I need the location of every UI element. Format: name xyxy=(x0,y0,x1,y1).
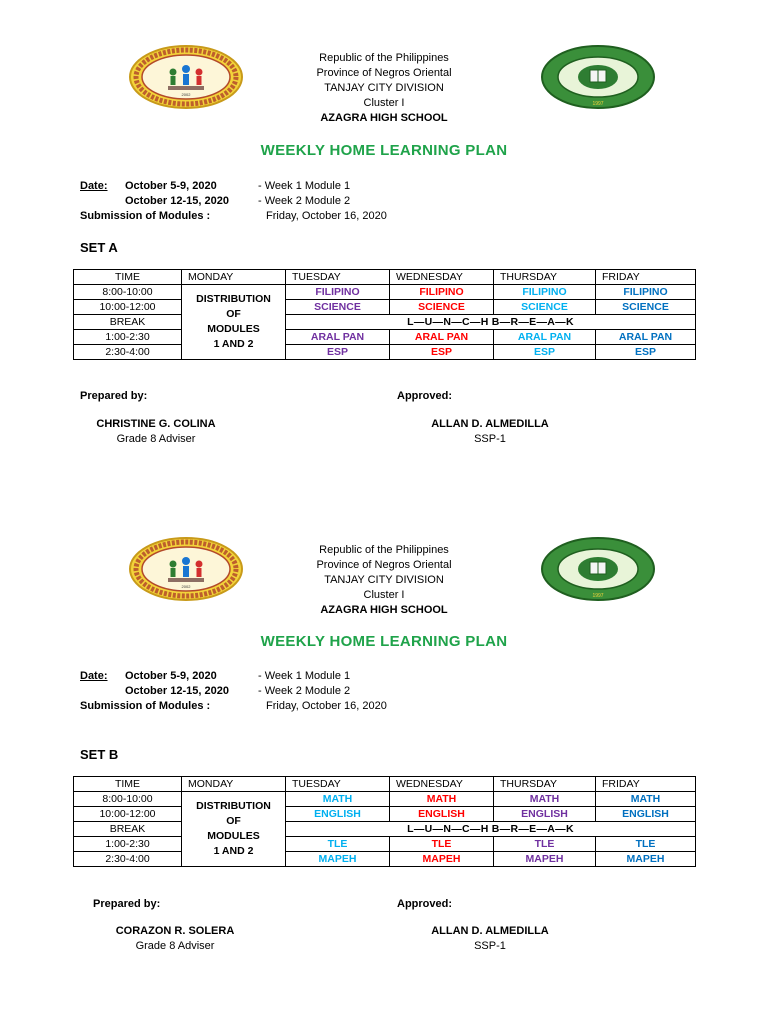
time-cell: 2:30-4:00 xyxy=(74,852,182,867)
subject-cell: FILIPINO xyxy=(286,285,390,300)
week-1: - Week 1 Module 1 xyxy=(258,670,351,682)
date-2: October 12-15, 2020 xyxy=(125,685,229,697)
subject-cell: ARAL PAN xyxy=(286,330,390,345)
preparer-signature xyxy=(80,417,232,447)
time-cell: 10:00-12:00 xyxy=(74,807,182,822)
header-cluster: Cluster I xyxy=(363,589,405,601)
monday-line-1: DISTRIBUTION xyxy=(196,800,271,812)
preparer-title: Grade 8 Adviser xyxy=(135,940,215,952)
header-cluster: Cluster I xyxy=(363,97,405,109)
subject-cell: FILIPINO xyxy=(390,285,494,300)
header-republic: Republic of the Philippines xyxy=(319,544,449,556)
subject-cell: MATH xyxy=(390,792,494,807)
subject-cell: TLE xyxy=(286,837,390,852)
approver-name: ALLAN D. ALMEDILLA xyxy=(431,418,549,430)
table-header-row xyxy=(74,270,696,285)
preparer-name: CHRISTINE G. COLINA xyxy=(96,418,216,430)
date-2: October 12-15, 2020 xyxy=(125,195,229,207)
submission-date: Friday, October 16, 2020 xyxy=(266,700,387,712)
col-time: TIME xyxy=(74,777,182,792)
date-1: October 5-9, 2020 xyxy=(125,180,217,192)
table-header-row xyxy=(74,777,696,792)
subject-cell: ENGLISH xyxy=(390,807,494,822)
header-division: TANJAY CITY DIVISION xyxy=(324,574,444,586)
schedule-table-a xyxy=(73,269,696,360)
approver-title: SSP-1 xyxy=(474,940,506,952)
azagra-high-school-seal-icon xyxy=(540,44,656,110)
monday-distribution-cell xyxy=(182,792,286,867)
table-row xyxy=(74,822,696,837)
col-monday: MONDAY xyxy=(182,270,286,285)
header-province: Province of Negros Oriental xyxy=(316,67,452,79)
approved-label: Approved: xyxy=(397,390,452,402)
document-header xyxy=(250,543,518,618)
col-friday: FRIDAY xyxy=(596,270,696,285)
time-cell: 1:00-2:30 xyxy=(74,330,182,345)
table-row xyxy=(74,345,696,360)
time-cell: BREAK xyxy=(74,315,182,330)
col-friday: FRIDAY xyxy=(596,777,696,792)
preparer-name: CORAZON R. SOLERA xyxy=(115,925,235,937)
subject-cell: MAPEH xyxy=(286,852,390,867)
time-cell: 1:00-2:30 xyxy=(74,837,182,852)
subject-cell: MAPEH xyxy=(596,852,696,867)
subject-cell: TLE xyxy=(494,837,596,852)
table-row xyxy=(74,792,696,807)
svg-text:2002: 2002 xyxy=(181,584,191,589)
table-row xyxy=(74,807,696,822)
deped-tanjay-seal-icon xyxy=(128,536,244,602)
monday-line-4: 1 AND 2 xyxy=(213,845,254,857)
lunch-break-cell: L—U—N—C—H B—R—E—A—K xyxy=(286,822,696,837)
approver-name: ALLAN D. ALMEDILLA xyxy=(431,925,549,937)
subject-cell: SCIENCE xyxy=(390,300,494,315)
subject-cell: ESP xyxy=(286,345,390,360)
subject-cell: MATH xyxy=(596,792,696,807)
week-1: - Week 1 Module 1 xyxy=(258,180,351,192)
page-title: WEEKLY HOME LEARNING PLAN xyxy=(260,142,508,159)
table-row xyxy=(74,285,696,300)
time-cell: 10:00-12:00 xyxy=(74,300,182,315)
subject-cell: MAPEH xyxy=(494,852,596,867)
col-wednesday: WEDNESDAY xyxy=(390,777,494,792)
col-wednesday: WEDNESDAY xyxy=(390,270,494,285)
subject-cell: FILIPINO xyxy=(596,285,696,300)
subject-cell: TLE xyxy=(390,837,494,852)
table-row xyxy=(74,300,696,315)
time-cell: BREAK xyxy=(74,822,182,837)
schedule-table-b xyxy=(73,776,696,867)
time-cell: 8:00-10:00 xyxy=(74,792,182,807)
subject-cell: SCIENCE xyxy=(494,300,596,315)
prepared-by-label: Prepared by: xyxy=(80,390,148,402)
monday-line-1: DISTRIBUTION xyxy=(196,293,271,305)
subject-cell: MATH xyxy=(286,792,390,807)
preparer-signature xyxy=(100,924,250,954)
lunch-break-cell: L—U—N—C—H B—R—E—A—K xyxy=(286,315,696,330)
subject-cell: SCIENCE xyxy=(596,300,696,315)
header-school: AZAGRA HIGH SCHOOL xyxy=(320,604,448,616)
subject-cell: FILIPINO xyxy=(494,285,596,300)
submission-label: Submission of Modules : xyxy=(80,700,211,712)
header-province: Province of Negros Oriental xyxy=(316,559,452,571)
subject-cell: SCIENCE xyxy=(286,300,390,315)
monday-line-2: OF xyxy=(226,815,241,827)
page-title: WEEKLY HOME LEARNING PLAN xyxy=(260,633,508,650)
week-2: - Week 2 Module 2 xyxy=(258,195,351,207)
approver-signature xyxy=(430,924,550,954)
table-row xyxy=(74,315,696,330)
subject-cell: ENGLISH xyxy=(596,807,696,822)
table-row xyxy=(74,852,696,867)
monday-line-2: OF xyxy=(226,308,241,320)
azagra-high-school-seal-icon xyxy=(540,536,656,602)
submission-date: Friday, October 16, 2020 xyxy=(266,210,387,222)
week-2: - Week 2 Module 2 xyxy=(258,685,351,697)
preparer-title: Grade 8 Adviser xyxy=(116,433,196,445)
approved-label: Approved: xyxy=(397,898,452,910)
svg-text:2002: 2002 xyxy=(181,92,191,97)
subject-cell: ARAL PAN xyxy=(494,330,596,345)
table-row xyxy=(74,330,696,345)
date-label: Date: xyxy=(80,670,108,682)
document-header xyxy=(250,51,518,126)
table-row xyxy=(74,837,696,852)
approver-signature xyxy=(430,417,550,447)
monday-line-3: MODULES xyxy=(207,323,260,335)
header-school: AZAGRA HIGH SCHOOL xyxy=(320,112,448,124)
subject-cell: ARAL PAN xyxy=(390,330,494,345)
subject-cell: ESP xyxy=(596,345,696,360)
time-cell: 2:30-4:00 xyxy=(74,345,182,360)
monday-line-3: MODULES xyxy=(207,830,260,842)
header-division: TANJAY CITY DIVISION xyxy=(324,82,444,94)
prepared-by-label: Prepared by: xyxy=(93,898,161,910)
subject-cell: ESP xyxy=(494,345,596,360)
subject-cell: ARAL PAN xyxy=(596,330,696,345)
svg-text:1997: 1997 xyxy=(592,593,604,599)
svg-text:1997: 1997 xyxy=(592,101,604,107)
plan-section-a xyxy=(0,0,768,500)
subject-cell: MAPEH xyxy=(390,852,494,867)
header-republic: Republic of the Philippines xyxy=(319,52,449,64)
col-thursday: THURSDAY xyxy=(494,270,596,285)
subject-cell: MATH xyxy=(494,792,596,807)
plan-section-b xyxy=(0,492,768,992)
date-label: Date: xyxy=(80,180,108,192)
subject-cell: ESP xyxy=(390,345,494,360)
col-tuesday: TUESDAY xyxy=(286,777,390,792)
subject-cell: ENGLISH xyxy=(286,807,390,822)
set-b-label: SET B xyxy=(80,747,119,762)
subject-cell: ENGLISH xyxy=(494,807,596,822)
col-monday: MONDAY xyxy=(182,777,286,792)
col-tuesday: TUESDAY xyxy=(286,270,390,285)
monday-line-4: 1 AND 2 xyxy=(213,338,254,350)
monday-distribution-cell xyxy=(182,285,286,360)
set-a-label: SET A xyxy=(80,240,118,255)
col-time: TIME xyxy=(74,270,182,285)
deped-tanjay-seal-icon xyxy=(128,44,244,110)
col-thursday: THURSDAY xyxy=(494,777,596,792)
subject-cell: TLE xyxy=(596,837,696,852)
submission-label: Submission of Modules : xyxy=(80,210,211,222)
time-cell: 8:00-10:00 xyxy=(74,285,182,300)
date-1: October 5-9, 2020 xyxy=(125,670,217,682)
approver-title: SSP-1 xyxy=(474,433,506,445)
